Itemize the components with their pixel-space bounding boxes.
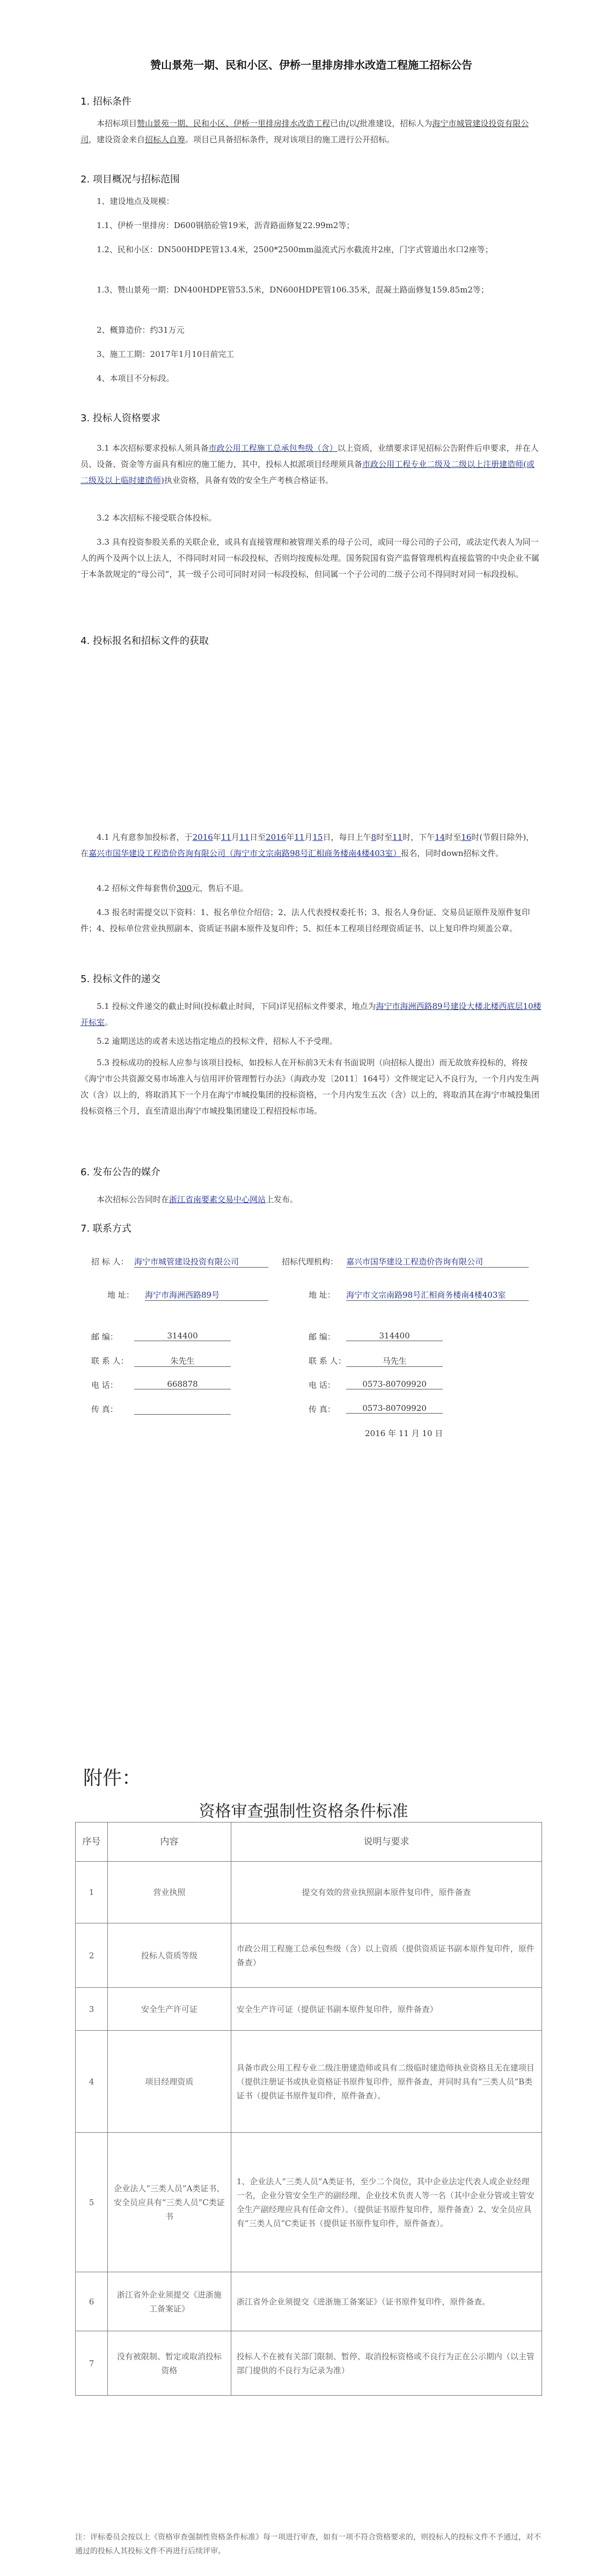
text: 上发布。 xyxy=(266,1195,298,1204)
table-cell: 市政公用工程施工总承包叁级（含）以上资质（提供资质证书副本原件复印件，原件备查） xyxy=(231,1923,542,1988)
contact-label: 联 系 人： xyxy=(91,1356,129,1366)
qualification-3-1 xyxy=(81,440,542,488)
table-cell: 5 xyxy=(76,2133,108,2272)
scope-line-2: 1.1、伊桥一里排房：D600钢筋砼管19米，沥青路面修复22.99m2等； xyxy=(97,221,355,230)
date-value: 2016 xyxy=(192,832,213,842)
text: 批准建设，招标人为 xyxy=(360,119,433,128)
price: 300 xyxy=(176,883,192,893)
text: 月 xyxy=(304,832,313,842)
section-1-body xyxy=(81,115,542,148)
table-row xyxy=(76,1988,542,2031)
postcode-label: 邮 编： xyxy=(309,1332,335,1342)
text: 本招标项目 xyxy=(97,119,137,128)
table-cell: 4 xyxy=(76,2031,108,2133)
section-heading-6: 6. 发布公告的媒介 xyxy=(81,1167,160,1178)
postcode-label: 邮 编： xyxy=(91,1332,118,1342)
text: 3.1 本次招标要求投标人须具备 xyxy=(97,443,209,453)
text: 时，下午 xyxy=(403,832,435,842)
registration-4-2 xyxy=(81,880,542,896)
table-row xyxy=(76,1862,542,1923)
date-value: 15 xyxy=(312,832,323,842)
table-cell: 1 xyxy=(76,1862,108,1923)
fax-label: 传 真： xyxy=(309,1404,335,1414)
text: 4.1 凡有意参加投标者，于 xyxy=(97,832,193,842)
table-cell: 6 xyxy=(76,2272,108,2331)
table-header-row xyxy=(76,1823,542,1862)
table-cell: 营业执照 xyxy=(107,1862,231,1923)
table-note: 注：评标委员会按以上《资格审查强制性资格条件标准》每一项进行审查，如有一项不符合资格要求的，则投标人的投标文件不予通过，对不通过的投标人其投标文件不再进行后续评审。 xyxy=(75,2533,541,2556)
time-value: 8 xyxy=(371,832,377,842)
date-value: 2016 xyxy=(266,832,287,842)
media-paragraph xyxy=(81,1191,542,1208)
text: 年 xyxy=(286,832,295,842)
agent-label: 招标代理机构： xyxy=(282,1257,339,1267)
date-value: 11 xyxy=(239,832,250,842)
page-title: 赞山景苑一期、民和小区、伊桥一里排房排水改造工程施工招标公告 xyxy=(150,58,472,71)
section-heading-1: 1. 招标条件 xyxy=(81,96,131,107)
time-value: 11 xyxy=(392,832,403,842)
text: 时至 xyxy=(376,832,393,842)
registration-4-3: 4.3 报名时需提交以下资料：1、报名单位介绍信；2、法人代表授权委托书；3、报名人身份证、交易员证原件及原件复印件；4、投标单位营业执照副本、资质证书副本原件及复印件；5、拟任本工程项目经理资质证书、以上复印件均须盖公章。 xyxy=(81,908,530,933)
approval-no: / xyxy=(357,119,360,128)
table-cell: 提交有效的营业执照副本原件复印件，原件备查 xyxy=(231,1862,542,1923)
section-heading-3: 3. 投标人资格要求 xyxy=(81,413,160,424)
table-cell: 投标人资质等级 xyxy=(107,1923,231,1988)
scope-line-4: 1.3、赞山景苑一期：DN400HDPE管53.5米，DN600HDPE管106.35米，混凝土路面修复159.85m2等； xyxy=(97,285,489,295)
table-cell: 1、企业法人“三类人员”A类证书，至少二个岗位，其中企业法定代表人或企业经理一名，企业分管安全生产的副经理、企业技术负责人等一名（其中企业分管或主管安全生产副经理应具有任命文件）。（提供证书原件复印件，原件备查）2、安全员应具有“三类人员”C类证书（提供证书原件复印件，原件备查）。 xyxy=(231,2133,542,2272)
text: 以 xyxy=(349,119,357,128)
date-value: 11 xyxy=(221,832,231,842)
attachment-heading: 附件： xyxy=(83,1767,142,1789)
section-heading-2: 2. 项目概况与招标范围 xyxy=(81,174,180,185)
text: 年 xyxy=(213,832,221,842)
scope-line-5: 2、概算造价：约31万元 xyxy=(97,325,185,335)
registration-place: 嘉兴市国华建设工程造价咨询有限公司（海宁市文宗南路98号汇相商务楼南4楼403室） xyxy=(89,848,401,858)
tenderer-address: 海宁市海洲西路89号 xyxy=(145,1289,268,1301)
table-row xyxy=(76,1923,542,1988)
attachment-title: 资格审查强制性资格条件标准 xyxy=(199,1802,408,1821)
tenderer-value: 海宁市城管建设投资有限公司 xyxy=(134,1256,268,1268)
agent-fax: 0573-80709920 xyxy=(346,1403,443,1414)
table-cell: 企业法人“三类人员”A类证书、安全员应具有“三类人员”C类证书 xyxy=(107,2133,231,2272)
pm-qualification: 市政公用工程专业二级及二级以上注册建造师(或二级及以上临时建造师) xyxy=(81,459,535,485)
agent-postcode: 314400 xyxy=(346,1331,443,1341)
qualification-3-3: 3.3 具有投资参股关系的关联企业，或具有直接管理和被管理关系的母子公司，或同一母公司的子公司，或法定代表人为同一人的两个及两个以上法人，不得同时对同一标段投标，否则均按废标处理。国务院国有资产监督管理机构直接监管的中央企业不属于本条款规定的“母公司”，其一级子公司可同时对同一标段投标，但同属一个子公司的二级子公司不得同时对同一标段投标。 xyxy=(81,537,540,579)
table-cell: 没有被限制、暂定或取消投标资格 xyxy=(107,2331,231,2396)
fax-label: 传 真： xyxy=(91,1404,118,1414)
text: 元，售后不退。 xyxy=(192,883,248,893)
tenderer-contact: 朱先生 xyxy=(134,1355,231,1367)
table-row xyxy=(76,2272,542,2331)
table-cell: 安全生产许可证 xyxy=(107,1988,231,2031)
contact-label: 联 系 人： xyxy=(309,1356,346,1366)
time-value: 14 xyxy=(435,832,445,842)
table-cell: 浙江省外企业须提交《进浙施工备案证》 xyxy=(107,2272,231,2331)
table-cell: 项目经理资质 xyxy=(107,2031,231,2133)
table-cell: 2 xyxy=(76,1923,108,1988)
text: 已由 xyxy=(330,119,347,128)
table-cell: 具备市政公用工程专业二级注册建造师或具有二级临时建造师执业资格且无在建项目（提供注册证书或执业资格证书原件复印件，原件备查，并同时具有“三类人员”B类证书（提供证书原件复印件，原件备查）。 xyxy=(231,2031,542,2133)
address-label: 地 址： xyxy=(107,1290,134,1300)
section-heading-4: 4. 投标报名和招标文件的获取 xyxy=(81,635,209,647)
contact-block xyxy=(81,1250,542,1476)
table-cell: 3 xyxy=(76,1988,108,2031)
agent-phone: 0573-80709920 xyxy=(346,1379,443,1389)
text: 。项目已具备招标条件，现对该项目的施工进行公开招标。 xyxy=(185,135,395,144)
text: 4.2 招标文件每套售价 xyxy=(97,883,177,893)
phone-label: 电 话： xyxy=(91,1380,118,1390)
agent-address: 海宁市文宗南路98号汇相商务楼南4楼403室 xyxy=(346,1289,529,1301)
media-name: 浙江省南要素交易中心网站 xyxy=(169,1195,266,1204)
text: 日至 xyxy=(250,832,266,842)
text: 5.1 投标文件递交的截止时间(投标截止时间，下同)详见招标文件要求，地点为 xyxy=(97,1001,376,1011)
time-value: 16 xyxy=(461,832,472,842)
date-value: 11 xyxy=(294,832,305,842)
column-header: 说明与要求 xyxy=(231,1823,542,1862)
text: 本次招标公告同时在 xyxy=(97,1195,170,1204)
tenderer-postcode: 314400 xyxy=(134,1331,231,1341)
text: 日，每日上午 xyxy=(323,832,371,842)
qualification-3-2: 3.2 本次招标不接受联合体投标。 xyxy=(97,513,217,523)
text: 报名，同时down招标文件。 xyxy=(401,848,504,858)
approver: / xyxy=(346,119,349,128)
section-heading-5: 5. 投标文件的递交 xyxy=(81,974,160,985)
table-row xyxy=(76,2331,542,2396)
table-cell: 浙江省外企业须提交《进浙施工备案证》（证书原件复印件，原件备查。 xyxy=(231,2272,542,2331)
address-label: 地 址： xyxy=(309,1290,335,1300)
tenderer-name: 海宁市城管建设投资有限公司 xyxy=(81,119,529,144)
registration-4-1 xyxy=(81,829,542,861)
column-header: 内容 xyxy=(107,1823,231,1862)
table-cell: 投标人不在被有关部门限制、暂停、取消投标资格或不良行为正在公示期内（以主管部门提供的不良行为记录为准） xyxy=(231,2331,542,2396)
qualification-table xyxy=(75,1822,542,2396)
agent-contact: 马先生 xyxy=(346,1355,443,1367)
submission-5-3: 5.3 投标成功的投标人应参与该项目投标，如投标人在开标前3天未有书面说明（向招标人提出）而无故放弃投标的，将按《海宁市公共资源交易市场准入与信用评价管理暂行办法》（海政办发〔2011〕164号）文件规定记入不良行为，一个月内发生两次（含）以上的，将取消其下一个月在海宁市城投集团的投标资格，一个月内发生五次（含）以上的，将取消其在海宁市城投集团投标资格三个月，直至清退出海宁市城投集团建设工程招投标市场。 xyxy=(81,1058,540,1116)
column-header: 序号 xyxy=(76,1823,108,1862)
submission-5-1 xyxy=(81,998,542,1030)
project-name: 赞山景苑一期、民和小区、伊桥一里排房排水改造工程 xyxy=(137,119,331,128)
table-cell: 7 xyxy=(76,2331,108,2396)
phone-label: 电 话： xyxy=(309,1380,335,1390)
tenderer-phone: 668878 xyxy=(134,1379,231,1389)
table-cell: 安全生产许可证（提供证书副本原件复印件，原件备查） xyxy=(231,1988,542,2031)
agent-value: 嘉兴市国华建设工程造价咨询有限公司 xyxy=(346,1256,529,1268)
submission-5-2: 5.2 逾期送达的或者未送达指定地点的投标文件，招标人不予受理。 xyxy=(97,1036,338,1046)
section-heading-7: 7. 联系方式 xyxy=(81,1223,131,1234)
text: 以上资质，业绩要求详见招标公告附件后申要求，并在人员、设备、资金等方面具有相应的施工能力，其中，投标人拟派项目经理须具备 xyxy=(81,443,539,469)
scope-line-3: 1.2、民和小区：DN500HDPE管13.4米，2500*2500mm溢流式污水截流井2座，门字式管道出水口2座等； xyxy=(97,245,493,254)
table-row xyxy=(76,2031,542,2133)
tenderer-fax xyxy=(134,1403,231,1415)
text: 执业资格，具备有效的安全生产考核合格证书。 xyxy=(164,475,333,485)
table-row xyxy=(76,2133,542,2272)
submission-place: 海宁市海洲西路89号建设大楼北楼西底层10楼开标室 xyxy=(81,1001,542,1027)
scope-line-7: 4、本项目不分标段。 xyxy=(97,374,174,383)
text: 月 xyxy=(231,832,239,842)
fund-source: 招标人自筹 xyxy=(145,135,186,144)
scope-line-1: 1、建设地点及规模： xyxy=(97,196,174,206)
text: ，建设资金来自 xyxy=(89,135,145,144)
text: 时(节假日除外)，在 xyxy=(81,832,535,858)
scope-line-6: 3、施工工期：2017年1月10日前完工 xyxy=(97,349,235,359)
text: 时至 xyxy=(445,832,462,842)
qualification-level: 市政公用工程施工总承包叁级（含） xyxy=(208,443,338,453)
tenderer-label: 招 标 人： xyxy=(91,1257,129,1267)
notice-date: 2016 年 11 月 10 日 xyxy=(365,1429,443,1438)
text: 。 xyxy=(105,1018,113,1027)
